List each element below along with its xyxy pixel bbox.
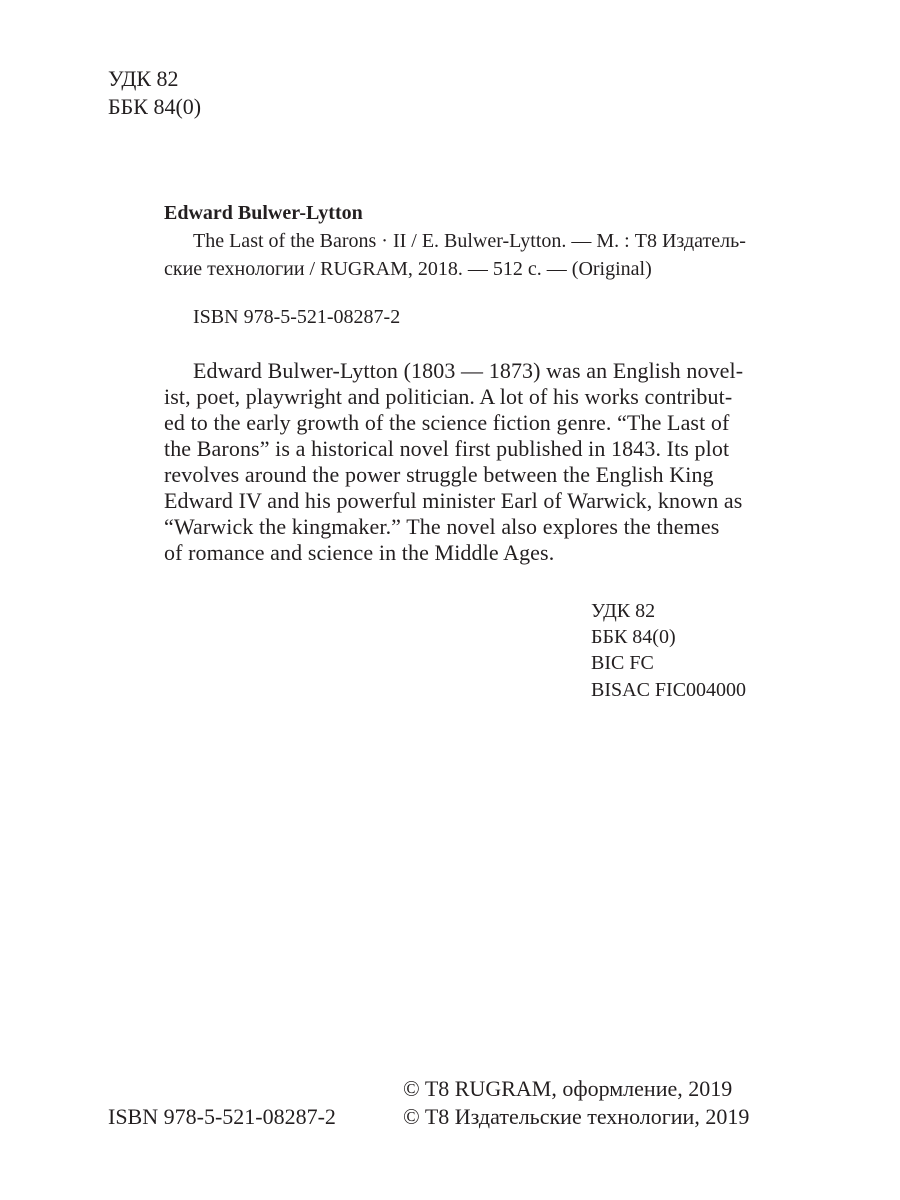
isbn-entry: ISBN 978-5-521-08287-2 [193, 306, 401, 328]
header-udk-code: УДК 82 [108, 66, 179, 91]
bibliographic-line: The Last of the Barons · II / E. Bulwer-Lytton. — М. : T8 Издатель- [193, 230, 746, 252]
annotation-line: Edward Bulwer-Lytton (1803 — 1873) was an English novel- [193, 358, 744, 383]
annotation-line: the Barons” is a historical novel first published in 1843. Its plot [164, 436, 730, 461]
classification-code: BISAC FIC004000 [591, 679, 747, 701]
annotation-line: of romance and science in the Middle Ages. [164, 540, 555, 565]
classification-code: УДК 82 [591, 600, 656, 622]
annotation-line: Edward IV and his powerful minister Earl of Warwick, known as [164, 488, 743, 513]
header-bbk-code: ББК 84(0) [108, 94, 202, 119]
copyright-line: © T8 Издательские технологии, 2019 [403, 1104, 750, 1129]
classification-code: ББК 84(0) [591, 626, 676, 648]
annotation-line: “Warwick the kingmaker.” The novel also explores the themes [164, 514, 720, 539]
copyright-line: © T8 RUGRAM, оформление, 2019 [403, 1076, 733, 1101]
annotation-line: ed to the early growth of the science fiction genre. “The Last of [164, 410, 730, 435]
classification-code: BIC FC [591, 652, 654, 674]
author-heading: Edward Bulwer-Lytton [164, 202, 363, 224]
bibliographic-line: ские технологии / RUGRAM, 2018. — 512 c. — (Original) [164, 258, 652, 280]
annotation-line: ist, poet, playwright and politician. A lot of his works contribut- [164, 384, 733, 409]
annotation-line: revolves around the power struggle between the English King [164, 462, 714, 487]
footer-isbn: ISBN 978-5-521-08287-2 [108, 1104, 336, 1129]
